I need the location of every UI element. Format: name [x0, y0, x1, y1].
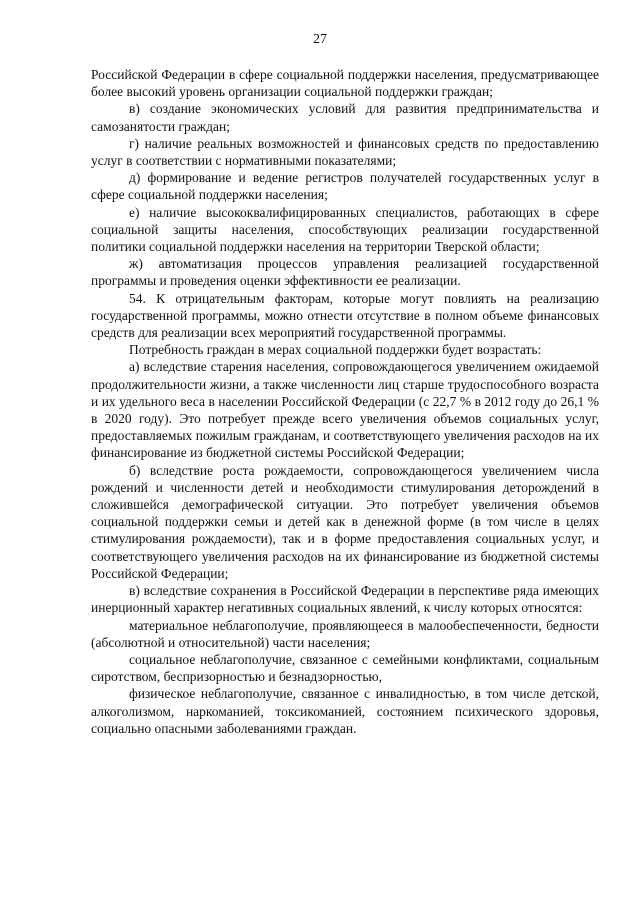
paragraph-item-e: е) наличие высококвалифицированных специалистов, работающих в сфере социальной защиты населения, способствующих реализации государственной политики социальной поддержки населения на территории Тверской области;	[91, 204, 599, 255]
paragraph-continuation: Российской Федерации в сфере социальной поддержки населения, предусматривающее более высокий уровень организации социальной поддержки граждан;	[91, 67, 599, 100]
paragraph-item-a: а) вследствие старения населения, сопровождающегося увеличением ожидаемой продолжительности жизни, а также численности лиц старше трудоспособного возраста и их удельного веса в населении Российской Федерации (с 22,7 % в 2012 году до 26,1 % в 2020 году). Это потребует прежде всего увеличения объемов социальных услуг, предоставляемых пожилым гражданам, и соответствующего увеличения расходов на их финансирование из бюджетной системы Российской Федерации;	[91, 359, 599, 461]
paragraph-physical: физическое неблагополучие, связанное с инвалидностью, в том числе детской, алкоголизмом, наркоманией, токсикоманией, состоянием психического здоровья, социально опасными заболеваниями граждан.	[91, 686, 599, 736]
paragraph-item-d: д) формирование и ведение регистров получателей государственных услуг в сфере социальной поддержки населения;	[91, 170, 599, 203]
paragraph-item-v2: в) вследствие сохранения в Российской Федерации в перспективе ряда имеющих инерционный характер негативных социальных явлений, к числу которых относятся:	[91, 583, 599, 616]
paragraph-item-b: б) вследствие роста рождаемости, сопровождающегося увеличением числа рождений и численности детей и необходимости стимулирования деторождений в сложившейся демографической ситуации. Это потребует увеличения объемов социальной поддержки семьи и детей как в денежной форме (в том числе в целях стимулирования рождаемости), так и в форме предоставления социальных услуг, и соответствующего увеличения расходов на их финансирование из бюджетной системы Российской Федерации;	[91, 462, 599, 581]
page-number: 27	[313, 32, 327, 47]
paragraph-material: материальное неблагополучие, проявляющееся в малообеспеченности, бедности (абсолютной и относительной) части населения;	[91, 617, 599, 650]
paragraph-social: социальное неблагополучие, связанное с семейными конфликтами, социальным сиротством, беспризорностью и безнадзорностью,	[91, 651, 599, 685]
paragraph-item-zh: ж) автоматизация процессов управления реализацией государственной программы и проведения оценки эффективности ее реализации.	[91, 256, 599, 289]
paragraph-item-v: в) создание экономических условий для развития предпринимательства и самозанятости граждан;	[91, 101, 599, 134]
paragraph-section-54: 54. К отрицательным факторам, которые могут повлиять на реализацию государственной программы, можно отнести отсутствие в полном объеме финансовых средств для реализации всех мероприятий государственной программы.	[91, 290, 599, 341]
paragraph-demand-intro: Потребность граждан в мерах социальной поддержки будет возрастать:	[129, 342, 542, 358]
document-body	[91, 66, 599, 737]
paragraph-item-g: г) наличие реальных возможностей и финансовых средств по предоставлению услуг в соответствии с нормативными показателями;	[91, 135, 599, 169]
